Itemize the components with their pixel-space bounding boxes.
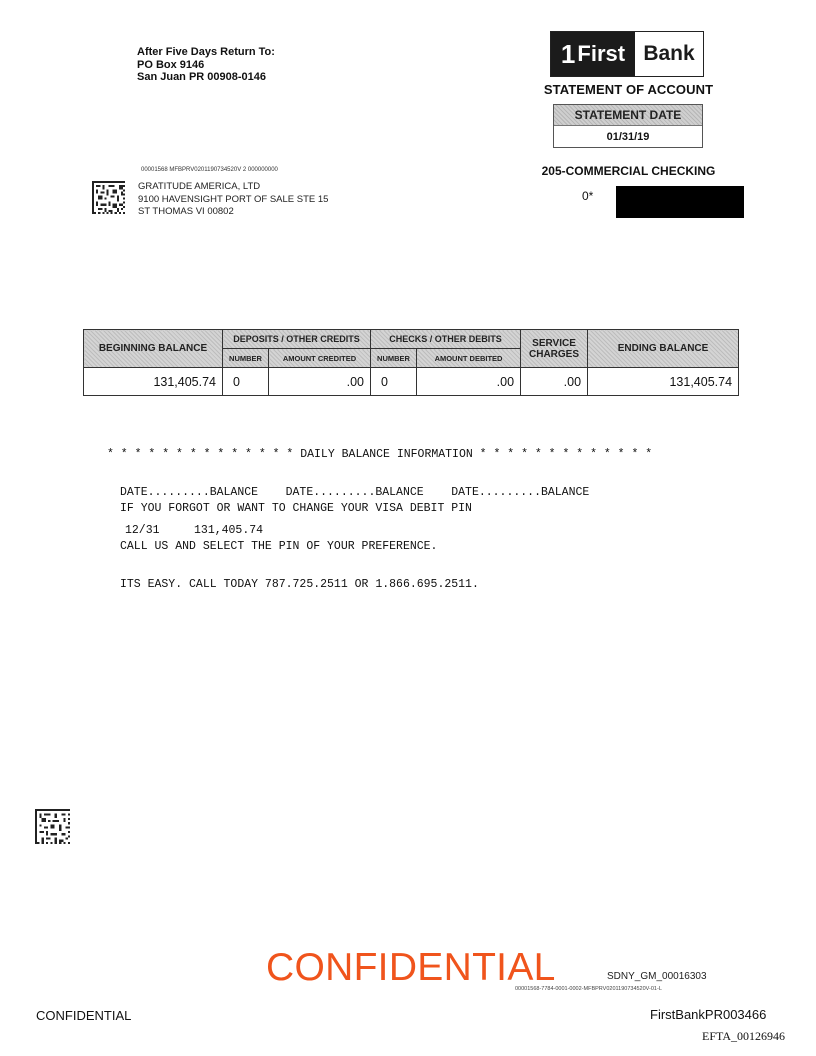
- statement-title: STATEMENT OF ACCOUNT: [543, 82, 714, 97]
- service-charges-value: .00: [521, 368, 588, 396]
- daily-balance-header: * * * * * * * * * * * * * * DAILY BALANCE INFORMATION * * * * * * * * * * * * *: [107, 448, 653, 462]
- logo-first-panel: [551, 32, 635, 76]
- mail-code: 00001568 MFBPRV0201190734520V 2 000000000: [141, 167, 278, 173]
- return-address-line: After Five Days Return To:: [137, 46, 275, 58]
- header-ending-balance: ENDING BALANCE: [588, 330, 739, 368]
- header-service-charges: SERVICE CHARGES: [521, 330, 588, 368]
- header-checks-number: NUMBER: [371, 349, 417, 368]
- amount-credited-value: .00: [269, 368, 371, 396]
- return-address-line: San Juan PR 00908-0146: [137, 71, 267, 83]
- statement-date-box: [553, 104, 703, 148]
- header-beginning-balance: BEGINNING BALANCE: [84, 330, 223, 368]
- 2d-barcode-icon: [35, 809, 70, 844]
- header-deposits-number: NUMBER: [223, 349, 269, 368]
- footer-efta-number: EFTA_00126946: [702, 1029, 786, 1043]
- 2d-barcode-icon: [92, 181, 125, 214]
- bank-logo: [550, 31, 704, 77]
- pin-message-line: IF YOU FORGOT OR WANT TO CHANGE YOUR VISA DEBIT PIN: [120, 502, 472, 516]
- footer-confidential: CONFIDENTIAL: [36, 1008, 132, 1023]
- account-type: 205-COMMERCIAL CHECKING: [541, 164, 716, 178]
- return-address: [137, 46, 275, 84]
- deposits-number-value: 0: [223, 368, 269, 396]
- document-code: 00001568-7784-0001-0002-MFBPRV0201190734520V-01-L: [515, 986, 662, 992]
- header-amount-credited: AMOUNT CREDITED: [269, 349, 371, 368]
- account-summary-table: [83, 329, 739, 396]
- return-address-line: PO Box 9146: [137, 58, 205, 71]
- pin-message-line: ITS EASY. CALL TODAY 787.725.2511 OR 1.866.695.2511.: [120, 577, 479, 591]
- pin-message-line: CALL US AND SELECT THE PIN OF YOUR PREFERENCE.: [120, 539, 438, 553]
- redaction-box: [616, 186, 744, 218]
- header-deposits-group: DEPOSITS / OTHER CREDITS: [223, 330, 371, 349]
- footer-production-number: FirstBankPR003466: [650, 1007, 767, 1022]
- addressee-line: 9100 HAVENSIGHT PORT OF SALE STE 15: [138, 193, 329, 205]
- account-number: 0*: [582, 189, 594, 203]
- beginning-balance-value: 131,405.74: [84, 368, 223, 396]
- addressee-line: ST THOMAS VI 00802: [138, 206, 234, 217]
- logo-bank: Bank: [635, 32, 703, 76]
- amount-debited-value: .00: [417, 368, 521, 396]
- pin-message: [120, 478, 479, 604]
- checks-number-value: 0: [371, 368, 417, 396]
- logo-one: 1: [560, 38, 576, 69]
- statement-date-label: STATEMENT DATE: [554, 105, 702, 126]
- confidential-stamp: CONFIDENTIAL: [266, 946, 556, 989]
- ending-balance-value: 131,405.74: [588, 368, 739, 396]
- addressee: [138, 181, 328, 219]
- header-checks-group: CHECKS / OTHER DEBITS: [371, 330, 521, 349]
- daily-balance-columns: DATE.........BALANCE DATE.........BALANCE DATE.........BALANCE: [120, 485, 590, 499]
- statement-date-value: 01/31/19: [606, 131, 650, 143]
- daily-balance-entry: 12/31 131,405.74: [125, 523, 264, 537]
- addressee-line: GRATITUDE AMERICA, LTD: [138, 181, 261, 192]
- header-amount-debited: AMOUNT DEBITED: [417, 349, 521, 368]
- bates-number: SDNY_GM_00016303: [607, 971, 707, 982]
- logo-first: First: [577, 41, 626, 66]
